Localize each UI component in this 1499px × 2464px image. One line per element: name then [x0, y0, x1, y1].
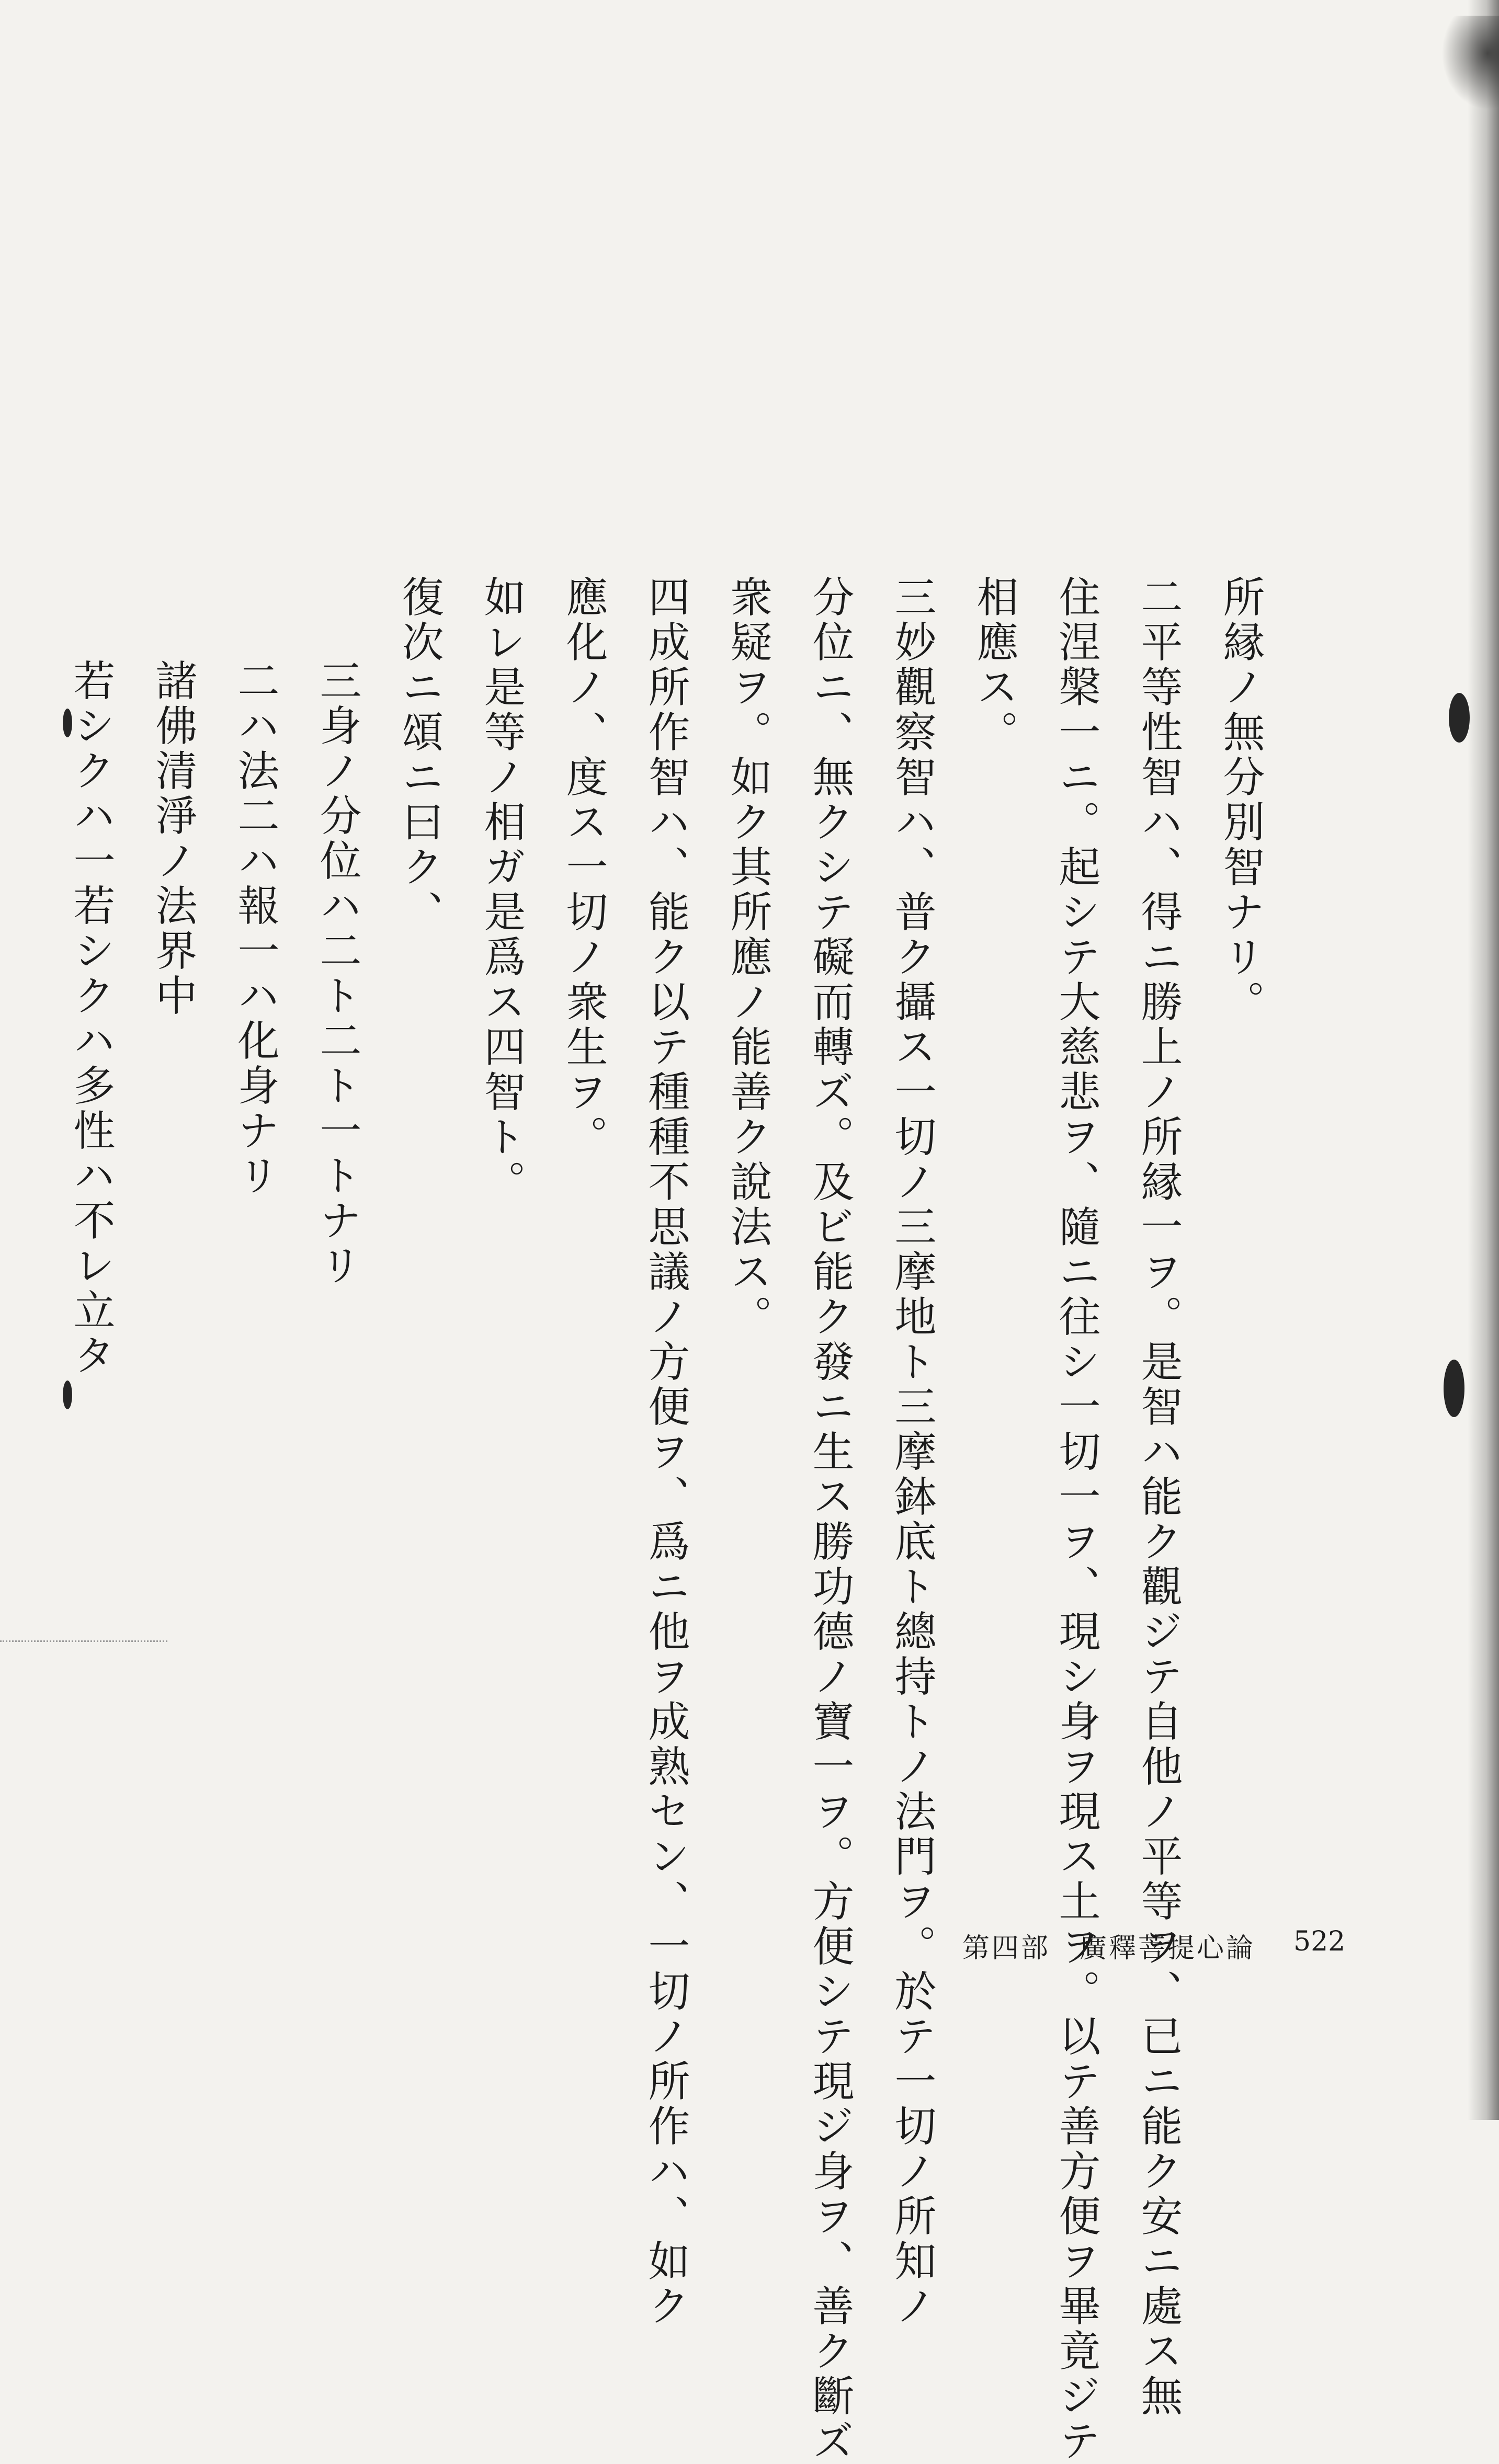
- verse-line: 二ハ法二ハ報一ハ化身ナリ: [231, 659, 279, 1199]
- text-line: 住涅槃一ニ。起シテ大慈悲ヲ、隨ニ往シ一切一ヲ、現シ身ヲ現ス土ヲ。以テ善方便ヲ畢竟ジテ: [1052, 575, 1100, 2464]
- page-number: 522: [1293, 1926, 1346, 1957]
- text-line: 四成所作智ハ、能ク以テ種種不思議ノ方便ヲ、爲ニ他ヲ成熟セン、一切ノ所作ハ、如ク: [641, 575, 690, 2329]
- verse-line: 若シクハ一若シクハ多性ハ不レ立タ: [66, 659, 115, 1378]
- text-line: 衆疑ヲ。如ク其所應ノ能善ク說法ス。: [723, 575, 772, 1340]
- text-line: 三妙觀察智ハ、普ク攝ス一切ノ三摩地ト三摩鉢底ト總持トノ法門ヲ。於テ一切ノ所知ノ: [888, 575, 936, 2329]
- text-line: 相應ス。: [970, 575, 1018, 755]
- scan-edge-shadow: [1468, 0, 1499, 2120]
- running-footer: 第四部 廣釋菩提心論: [962, 1933, 1256, 1964]
- binding-hole-bottom-right: [1444, 1360, 1464, 1417]
- verse-line: 三身ノ分位ハ二ト二ト一トナリ: [313, 659, 361, 1288]
- verse-line: 諸佛清淨ノ法界中: [149, 659, 197, 1019]
- binding-hole-top-right: [1449, 693, 1470, 743]
- text-line: 如レ是等ノ相ガ是爲ス四智ト。: [477, 575, 526, 1205]
- text-line: 二平等性智ハ、得ニ勝上ノ所縁一ヲ。是智ハ能ク觀ジテ自他ノ平等ヲ、已ニ能ク安ニ處ス無: [1134, 575, 1183, 2419]
- text-line: 所縁ノ無分別智ナリ。: [1216, 575, 1265, 1025]
- text-line: 復次ニ頌ニ曰ク、: [395, 575, 444, 935]
- text-line: 應化ノ、度ス一切ノ衆生ヲ。: [559, 575, 608, 1160]
- scan-corner-mark: [1441, 16, 1499, 110]
- text-line: 分位ニ、無クシテ礙而轉ズ。及ビ能ク發ニ生ス勝功德ノ寶一ヲ。方便シテ現ジ身ヲ、善ク斷ズ: [805, 575, 854, 2464]
